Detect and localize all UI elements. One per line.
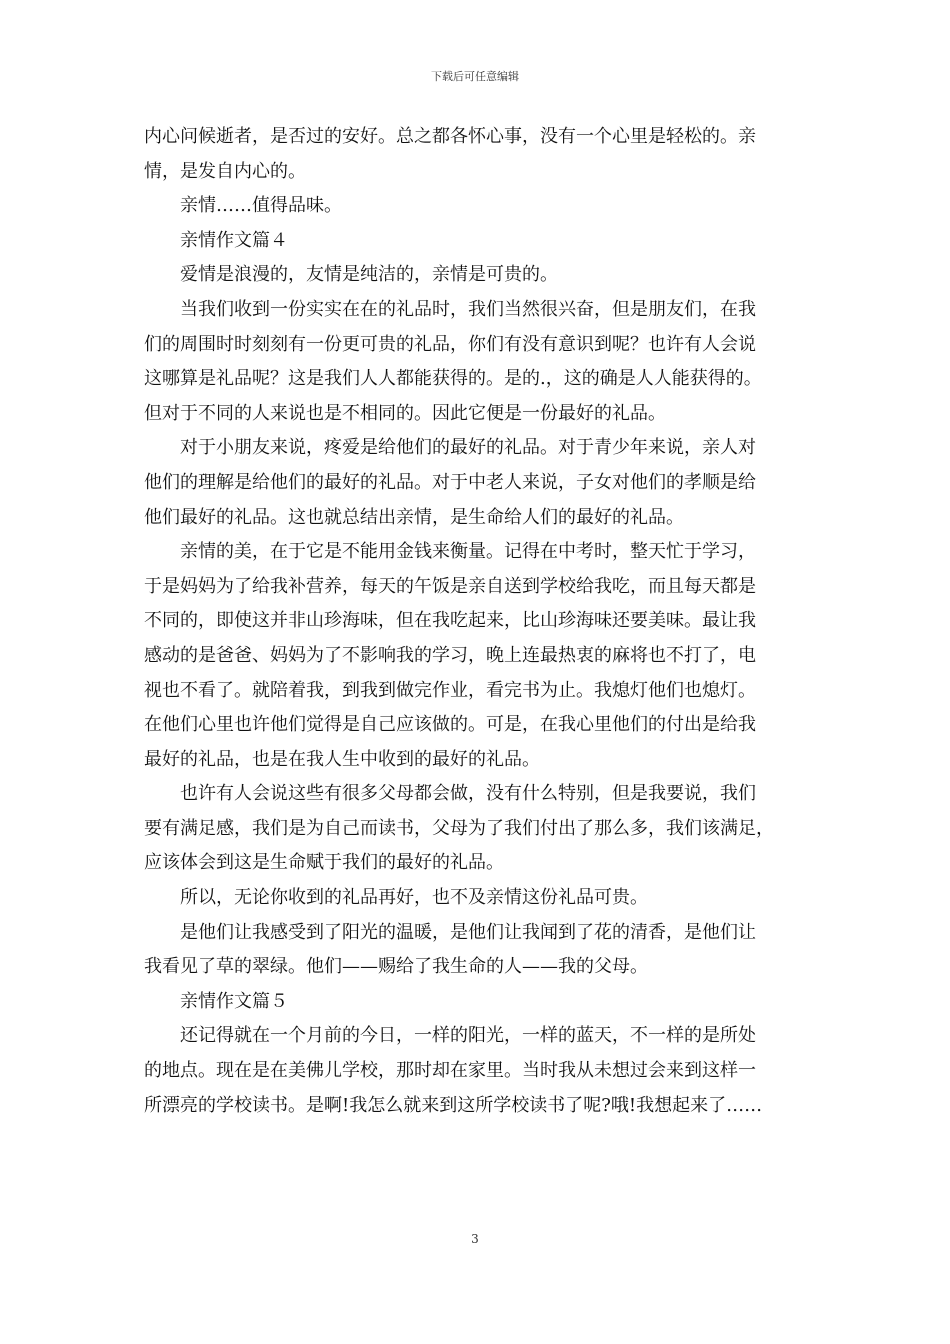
text-line: 视也不看了。就陪着我，到我到做完作业，看完书为止。我熄灯他们也熄灯。: [144, 679, 756, 701]
text-line: 对于小朋友来说，疼爱是给他们的最好的礼品。对于青少年来说，亲人对: [144, 437, 756, 459]
text-line: 应该体会到这是生命赋于我们的最好的礼品。: [144, 852, 504, 874]
text-line: 但对于不同的人来说也是不相同的。因此它便是一份最好的礼品。: [144, 402, 666, 424]
text-line: 们的周围时时刻刻有一份更可贵的礼品，你们有没有意识到呢？也许有人会说: [144, 333, 756, 355]
text-line: 这哪算是礼品呢？这是我们人人都能获得的。是的.，这的确是人人能获得的。: [144, 368, 762, 390]
text-line: 爱情是浪漫的，友情是纯洁的，亲情是可贵的。: [144, 264, 558, 286]
text-line: 不同的，即使这并非山珍海味，但在我吃起来，比山珍海味还要美味。最让我: [144, 610, 756, 632]
text-line: 当我们收到一份实实在在的礼品时，我们当然很兴奋，但是朋友们，在我: [144, 298, 756, 320]
document-body: [144, 120, 814, 1123]
text-line: 也许有人会说这些有很多父母都会做，没有什么特别，但是我要说，我们: [144, 783, 756, 805]
text-line: 所漂亮的学校读书。是啊!我怎么就来到这所学校读书了呢?哦!我想起来了……: [144, 1094, 763, 1116]
section-heading: 亲情作文篇５: [144, 990, 288, 1012]
text-line: 感动的是爸爸、妈妈为了不影响我的学习，晚上连最热衷的麻将也不打了，电: [144, 644, 756, 666]
text-line: 亲情的美，在于它是不能用金钱来衡量。记得在中考时，整天忙于学习，: [144, 541, 756, 563]
text-line: 最好的礼品，也是在我人生中收到的最好的礼品。: [144, 748, 540, 770]
text-line: 于是妈妈为了给我补营养，每天的午饭是亲自送到学校给我吃，而且每天都是: [144, 575, 756, 597]
text-line: 他们的理解是给他们的最好的礼品。对于中老人来说，子女对他们的孝顺是给: [144, 471, 756, 493]
page-number: 3: [471, 1232, 479, 1246]
section-heading: 亲情作文篇４: [144, 229, 288, 251]
text-line: 内心问候逝者，是否过的安好。总之都各怀心事，没有一个心里是轻松的。亲: [144, 126, 756, 147]
text-line: 还记得就在一个月前的今日，一样的阳光，一样的蓝天，不一样的是所处: [144, 1025, 756, 1047]
text-line: 情，是发自内心的。: [144, 160, 306, 182]
text-line: 在他们心里也许他们觉得是自己应该做的。可是，在我心里他们的付出是给我: [144, 714, 756, 736]
text-line: 所以，无论你收到的礼品再好，也不及亲情这份礼品可贵。: [144, 887, 648, 909]
text-line: 的地点。现在是在美佛儿学校，那时却在家里。当时我从未想过会来到这样一: [144, 1060, 756, 1082]
text-line: 是他们让我感受到了阳光的温暖，是他们让我闻到了花的清香，是他们让: [144, 921, 756, 943]
text-line: 要有满足感，我们是为自己而读书，父母为了我们付出了那么多，我们该满足，: [144, 817, 774, 839]
page-header: 下载后可任意编辑: [431, 70, 519, 83]
text-line: 亲情……值得品味。: [144, 195, 342, 217]
text-line: 他们最好的礼品。这也就总结出亲情，是生命给人们的最好的礼品。: [144, 506, 684, 528]
text-line: 我看见了草的翠绿。他们——赐给了我生命的人——我的父母。: [144, 956, 648, 978]
